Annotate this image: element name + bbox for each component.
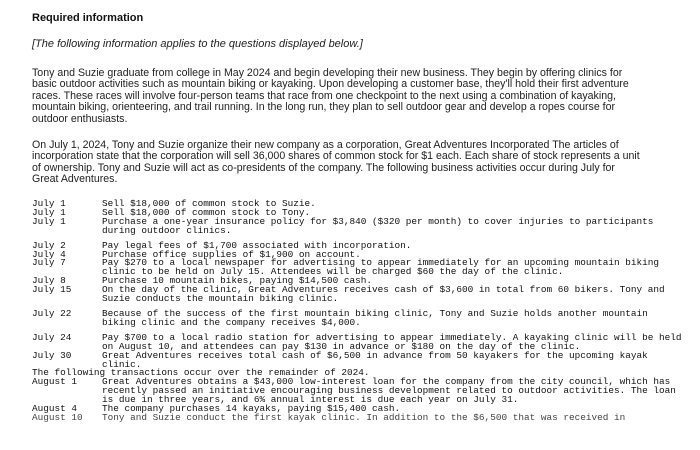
transaction-date: July 8 bbox=[32, 275, 66, 287]
transaction-date: July 30 bbox=[32, 349, 72, 361]
transaction-date: July 1 bbox=[32, 198, 66, 209]
transaction-row bbox=[32, 215, 682, 236]
transaction-row bbox=[32, 307, 682, 328]
transaction-date: July 4 bbox=[32, 248, 66, 260]
remainder-intro: The following transactions occur over the remainder of 2024. bbox=[32, 367, 370, 379]
transaction-date: July 24 bbox=[32, 331, 72, 343]
transaction-text: Sell $18,000 of common stock to Suzie. bbox=[102, 198, 316, 209]
transaction-date: August 4 bbox=[32, 403, 78, 415]
transaction-date: July 2 bbox=[32, 239, 66, 251]
transaction-text: Because of the success of the first mountain biking clinic, Tony and Suzie holds another mountain biking clinic and the company receives $4,000. bbox=[102, 307, 648, 328]
transaction-row bbox=[32, 331, 682, 352]
transaction-text: Pay legal fees of $1,700 associated with incorporation. bbox=[102, 239, 412, 251]
transaction-row bbox=[32, 411, 682, 423]
transaction-text: Pay $700 to a local radio station for advertising to appear immediately. A kayaking clinic will be held on August 10, and attendees can pay $130 in advance or $180 on the day of the clinic. bbox=[102, 331, 682, 352]
transaction-text: On the day of the clinic, Great Adventures receives cash of $3,600 in total from 60 bikers. Tony and Suzie conducts the mountain biking clinic. bbox=[102, 284, 665, 305]
transaction-row bbox=[32, 378, 682, 405]
transaction-date: August 1 bbox=[32, 376, 78, 388]
transaction-text: Great Adventures obtains a $43,000 low-interest loan for the company from the city council, which has recently passed an initiative encouraging business development related to outdoor activities. The loan is due in three years, and 6% annual interest is due each year on July 31. bbox=[102, 376, 676, 406]
transaction-date: July 15 bbox=[32, 284, 72, 296]
transaction-text: Pay $270 to a local newspaper for advertising to appear immediately for an upcoming mountain biking clinic to be held on July 15. Attendees will be charged $60 the day of the clinic. bbox=[102, 257, 659, 278]
transaction-row bbox=[32, 286, 682, 304]
organization-paragraph: On July 1, 2024, Tony and Suzie organize their new company as a corporation, Great Adventures Incorporated The articles of incorporation state that the corporation will sell 36,000 shares of common stock for $1 each. Each share of stock represents a unit of ownership. Tony and Suzie will act as co-presidents of the company. The following business activities occur during July for Great Adventures. bbox=[32, 139, 640, 186]
instructions-note: [The following information applies to the questions displayed below.] bbox=[32, 38, 363, 50]
background-paragraph: Tony and Suzie graduate from college in May 2024 and begin developing their new business. They begin by offering clinics for basic outdoor activities such as mountain biking or kayaking. Upon developing a customer base, they'll hold their first adventure races. These races will involve four-person teams that race from one checkpoint to the next using a combination of kayaking, mountain biking, orienteering, and trail running. In the long run, they plan to sell outdoor gear and develop a ropes course for outdoor enthusiasts. bbox=[32, 67, 629, 125]
transaction-date: July 1 bbox=[32, 215, 66, 227]
transaction-date: July 22 bbox=[32, 307, 72, 319]
transaction-date: August 10 bbox=[32, 411, 83, 423]
required-information-heading: Required information bbox=[32, 12, 144, 24]
transaction-text: Purchase 10 mountain bikes, paying $14,500 cash. bbox=[102, 275, 373, 287]
transaction-text: Great Adventures receives total cash of $6,500 in advance from 50 kayakers for the upcoming kayak clinic. bbox=[102, 349, 648, 370]
transaction-date: July 7 bbox=[32, 257, 66, 269]
transaction-text: Purchase a one-year insurance policy for $3,840 ($320 per month) to cover injuries to participants during outdoor clinics. bbox=[102, 215, 654, 236]
transaction-text: Sell $18,000 of common stock to Tony. bbox=[102, 206, 311, 218]
transaction-text: Tony and Suzie conduct the first kayak clinic. In addition to the $6,500 that was received in bbox=[102, 411, 626, 423]
transaction-text: The company purchases 14 kayaks, paying $15,400 cash. bbox=[102, 403, 401, 415]
transaction-date: July 1 bbox=[32, 206, 66, 218]
transactions-list bbox=[32, 200, 682, 423]
transaction-text: Purchase office supplies of $1,900 on account. bbox=[102, 248, 361, 260]
